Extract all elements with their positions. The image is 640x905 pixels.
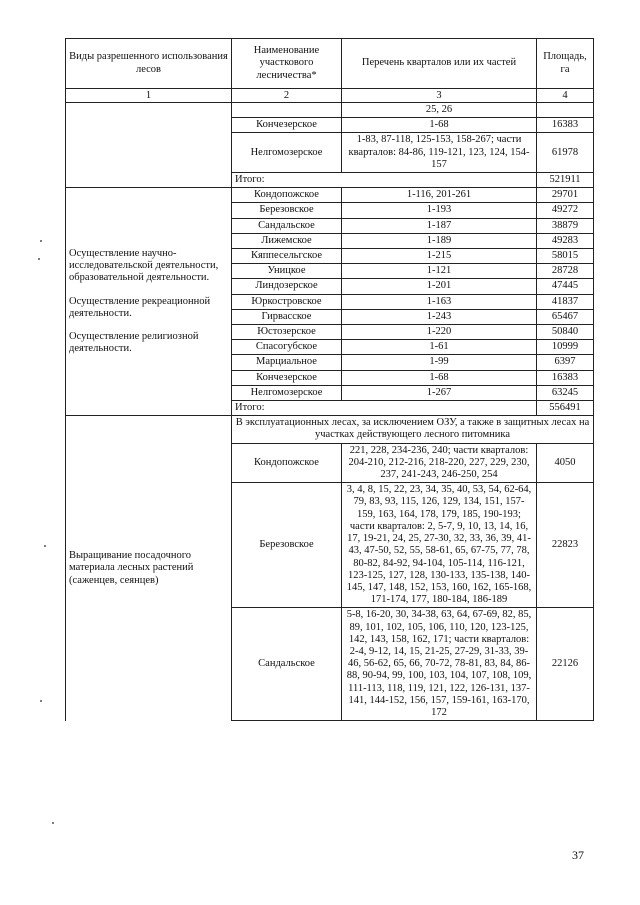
quarters-list: 1-267 xyxy=(342,385,537,400)
quarters-list: 1-116, 201-261 xyxy=(342,188,537,203)
total-label: Итого: xyxy=(232,401,537,416)
scan-dot xyxy=(38,258,40,260)
area-value: 63245 xyxy=(537,385,594,400)
table-row xyxy=(66,416,594,443)
forest-use-table xyxy=(65,38,594,721)
area-value: 10999 xyxy=(537,340,594,355)
forestry-name: Сандальское xyxy=(232,608,342,721)
quarters-list: 1-193 xyxy=(342,203,537,218)
header-area: Площадь, га xyxy=(537,39,594,89)
area-value: 49283 xyxy=(537,233,594,248)
forestry-name: Нелгомозерское xyxy=(232,385,342,400)
area-value: 22126 xyxy=(537,608,594,721)
area-value xyxy=(537,103,594,118)
use-type-recreation: Осуществление рекреационной деятельности. xyxy=(69,295,211,319)
quarters-list: 1-189 xyxy=(342,233,537,248)
area-value: 38879 xyxy=(537,218,594,233)
forestry-name: Лижемское xyxy=(232,233,342,248)
use-type-research: Осуществление научно-исследовательской деятельности, образовательной деятельности. xyxy=(69,248,219,284)
total-value: 556491 xyxy=(537,401,594,416)
forestry-name: Сандальское xyxy=(232,218,342,233)
area-value: 4050 xyxy=(537,443,594,483)
area-value: 6397 xyxy=(537,355,594,370)
forestry-name: Марциальное xyxy=(232,355,342,370)
quarters-list: 3, 4, 8, 15, 22, 23, 34, 35, 40, 53, 54, 62-64, 79, 83, 93, 115, 126, 129, 134, 151, 157-159, 163, 164, 178, 179, 185, 190-193; части кварталов: 2, 5-7, 9, 10, 13, 14, 16, 17, 19-21, 24, 25, 27-30, 32, 33, 36, 39, 41-43, 47-50, 52, 55, 58-61, 65, 67-75, 77, 78, 80-82, 84-92, 94-104, 105-114, 116-121, 123-125, 127, 128, 130-133, 135-138, 140-145, 147, 148, 152, 153, 160, 162, 165-168, 171-174, 177, 180-184, 186-189 xyxy=(342,483,537,608)
forestry-name: Кондопожское xyxy=(232,443,342,483)
column-number-row xyxy=(66,89,594,103)
forestry-name: Нелгомозерское xyxy=(232,133,342,173)
table-row xyxy=(66,188,594,203)
column-number: 2 xyxy=(232,89,342,103)
total-label: Итого: xyxy=(232,173,537,188)
area-value: 29701 xyxy=(537,188,594,203)
table-header-row xyxy=(66,39,594,89)
use-type-nursery: Выращивание посадочного материала лесных растений (саженцев, сеянцев) xyxy=(66,416,232,721)
scan-dot xyxy=(40,700,42,702)
area-value: 16383 xyxy=(537,118,594,133)
table-row xyxy=(66,103,594,118)
area-value: 58015 xyxy=(537,249,594,264)
header-use-type: Виды разрешенного использования лесов xyxy=(66,39,232,89)
area-value: 47445 xyxy=(537,279,594,294)
forestry-name: Юркостровское xyxy=(232,294,342,309)
area-value: 49272 xyxy=(537,203,594,218)
quarters-list: 1-220 xyxy=(342,325,537,340)
forestry-name: Березовское xyxy=(232,203,342,218)
quarters-list: 1-187 xyxy=(342,218,537,233)
area-value: 22823 xyxy=(537,483,594,608)
use-type-cell xyxy=(66,103,232,188)
area-value: 41837 xyxy=(537,294,594,309)
quarters-list: 1-243 xyxy=(342,309,537,324)
quarters-list: 1-99 xyxy=(342,355,537,370)
header-quarters: Перечень кварталов или их частей xyxy=(342,39,537,89)
use-type-religious: Осуществление религиозной деятельности. xyxy=(69,331,199,355)
scan-dot xyxy=(40,240,42,242)
forestry-name: Юстозерское xyxy=(232,325,342,340)
forestry-name xyxy=(232,103,342,118)
column-number: 4 xyxy=(537,89,594,103)
quarters-list: 1-163 xyxy=(342,294,537,309)
scan-dot xyxy=(52,822,54,824)
nursery-note: В эксплуатационных лесах, за исключением ОЗУ, а также в защитных лесах на участках действующего лесного питомника xyxy=(232,416,594,443)
forestry-name: Гирвасское xyxy=(232,309,342,324)
use-type-cell xyxy=(66,188,232,416)
forestry-name: Кондопожское xyxy=(232,188,342,203)
page-number: 37 xyxy=(572,848,584,862)
quarters-list: 1-121 xyxy=(342,264,537,279)
quarters-list: 1-83, 87-118, 125-153, 158-267; части кварталов: 84-86, 119-121, 123, 124, 154-157 xyxy=(342,133,537,173)
forestry-name: Кяппесельгское xyxy=(232,249,342,264)
area-value: 65467 xyxy=(537,309,594,324)
area-value: 61978 xyxy=(537,133,594,173)
area-value: 28728 xyxy=(537,264,594,279)
area-value: 16383 xyxy=(537,370,594,385)
quarters-list: 1-68 xyxy=(342,370,537,385)
forestry-name: Кончезерское xyxy=(232,370,342,385)
quarters-list: 1-68 xyxy=(342,118,537,133)
forestry-name: Уницкое xyxy=(232,264,342,279)
forestry-name: Кончезерское xyxy=(232,118,342,133)
quarters-list: 1-201 xyxy=(342,279,537,294)
forestry-name: Линдозерское xyxy=(232,279,342,294)
column-number: 3 xyxy=(342,89,537,103)
quarters-list: 1-215 xyxy=(342,249,537,264)
quarters-list: 1-61 xyxy=(342,340,537,355)
quarters-list: 5-8, 16-20, 30, 34-38, 63, 64, 67-69, 82, 85, 89, 101, 102, 105, 106, 110, 120, 123-125, 142, 143, 158, 162, 171; части кварталов: 2-4, 9-12, 14, 15, 21-25, 27-29, 31-33, 39-46, 56-62, 65, 66, 70-72, 78-81, 83, 84, 86-88, 90-94, 99, 100, 103, 104, 107, 108, 109, 111-113, 118, 119, 121, 122, 126-131, 137-141, 144-152, 156, 157, 159-161, 163-170, 172 xyxy=(342,608,537,721)
header-forestry-name: Наименование участкового лесничества* xyxy=(232,39,342,89)
forestry-name: Спасогубское xyxy=(232,340,342,355)
forestry-name: Березовское xyxy=(232,483,342,608)
column-number: 1 xyxy=(66,89,232,103)
scan-dot xyxy=(44,545,46,547)
total-value: 521911 xyxy=(537,173,594,188)
quarters-list: 221, 228, 234-236, 240; части кварталов: 204-210, 212-216, 218-220, 227, 229, 230, 237, 241-243, 246-250, 254 xyxy=(342,443,537,483)
quarters-list: 25, 26 xyxy=(342,103,537,118)
area-value: 50840 xyxy=(537,325,594,340)
